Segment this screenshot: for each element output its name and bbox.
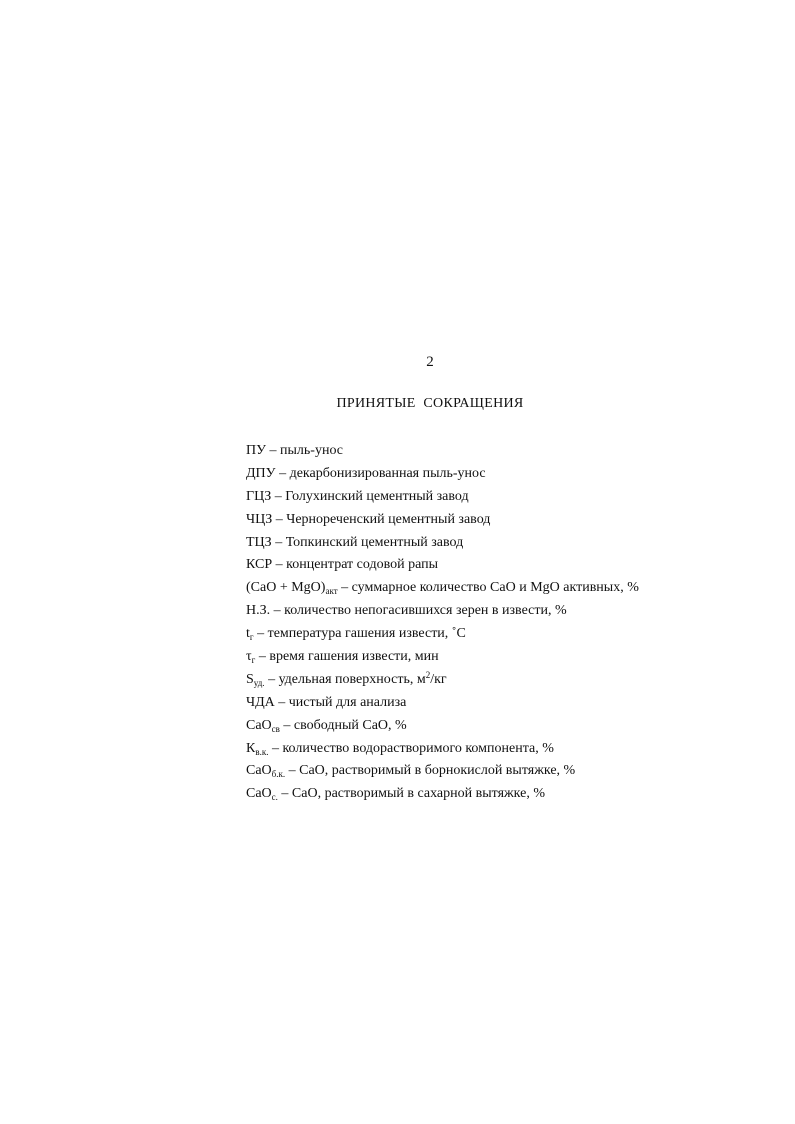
abbreviation-item [246,715,776,738]
abbreviation-definition: – CaO, растворимый в сахарной вытяжке, % [277,786,546,802]
abbreviation-definition: – свободный CaO, % [279,717,407,733]
abbreviation-item [246,738,776,761]
abbreviation-item [246,463,776,486]
abbreviation-item [246,532,776,555]
abbreviation-item [246,486,776,509]
abbreviation-term: К [246,740,256,756]
abbreviation-item [246,600,776,623]
abbreviation-subscript: г [251,655,256,666]
page-number: 2 [426,354,434,370]
abbreviation-definition: – концентрат содовой рапы [272,557,439,573]
abbreviation-definition: – время гашения извести, мин [255,649,439,665]
abbreviation-definition-tail: /кг [430,671,447,687]
abbreviation-term: ГЦЗ [246,488,272,504]
abbreviation-subscript: в.к. [255,746,269,757]
abbreviation-item [246,509,776,532]
abbreviation-list [246,440,776,806]
abbreviation-definition: – Топкинский цементный завод [271,534,464,550]
abbreviation-subscript: б.к. [271,769,286,780]
abbreviation-item [246,623,776,646]
abbreviation-term: ЧДА [246,694,275,710]
abbreviation-definition: – Чернореченский цементный завод [272,511,491,527]
abbreviation-subscript: с. [271,792,278,803]
abbreviation-definition: – суммарное количество CaO и MgO активных, % [337,580,639,596]
abbreviation-subscript: г [249,632,254,643]
abbreviation-definition: – удельная поверхность, м [264,671,426,687]
abbreviation-subscript: акт [325,586,338,597]
abbreviation-definition: – Голухинский цементный завод [271,488,469,504]
abbreviation-item [246,669,776,692]
abbreviation-item [246,577,776,600]
abbreviation-superscript: 2 [425,669,431,680]
abbreviation-definition: – декарбонизированная пыль-унос [275,465,486,481]
abbreviation-item [246,760,776,783]
abbreviation-item [246,554,776,577]
abbreviation-definition: – чистый для анализа [274,694,407,710]
abbreviation-subscript: уд. [253,677,265,688]
abbreviation-term: ЧЦЗ [246,511,273,527]
abbreviation-term: Н.З. [246,603,271,619]
abbreviation-definition: – пыль-унос [266,443,344,458]
abbreviation-term: t [246,626,250,642]
abbreviation-item [246,692,776,715]
abbreviation-term: КСР [246,557,273,573]
abbreviation-definition: – количество водорастворимого компонента, % [268,740,554,756]
abbreviation-term: S [246,671,254,687]
abbreviation-term: CaO [246,763,272,779]
section-heading: ПРИНЯТЫЕ СОКРАЩЕНИЯ [336,396,524,411]
abbreviation-item [246,646,776,669]
abbreviation-term: CaO [246,717,272,733]
abbreviation-definition: – температура гашения извести, ˚С [253,626,466,642]
abbreviation-term: CaO [246,786,272,802]
abbreviation-term: τ [246,649,252,665]
abbreviation-item [246,783,776,806]
abbreviation-term: ТЦЗ [246,534,272,550]
abbreviation-item [246,440,776,463]
abbreviation-term: (CaO + MgO) [246,580,326,596]
abbreviation-definition: – количество непогасившихся зерен в извести, % [270,603,567,619]
abbreviation-definition: – CaO, растворимый в борнокислой вытяжке, % [285,763,576,779]
abbreviation-subscript: св [271,723,280,734]
abbreviation-term: ПУ [246,443,267,458]
abbreviation-term: ДПУ [246,465,276,481]
